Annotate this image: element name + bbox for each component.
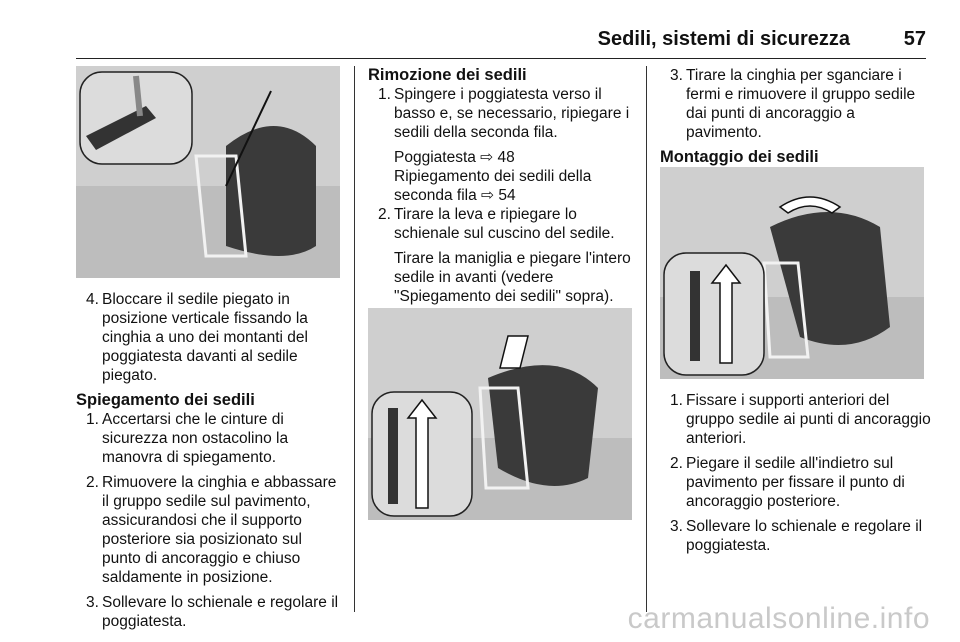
heading-spiegamento: Spiegamento dei sedili: [76, 391, 255, 409]
list-item: 1. Spingere i poggiatesta verso il basso e, se necessario, ripiegare i sedili della seconda fila.: [378, 86, 630, 141]
column-divider-2: [646, 66, 647, 612]
list-item: 3. Sollevare lo schienale e regolare il poggiatesta.: [86, 594, 339, 630]
heading-montaggio: Montaggio dei sedili: [660, 148, 819, 166]
heading-rimozione: Rimozione dei sedili: [368, 66, 527, 84]
note-text: Tirare la maniglia e piegare l'intero sedile in avanti (vedere "Spiegamento dei sedili" sopra).: [394, 250, 631, 305]
list-item: 3. Tirare la cinghia per sganciare i fermi e rimuovere il gruppo sedile dai punti di ancoraggio a pavimento.: [670, 67, 916, 141]
header-rule: [76, 58, 926, 59]
list-item: 2. Tirare la leva e ripiegare lo schienale sul cuscino del sedile.: [378, 206, 615, 242]
figure-seat-removal: [368, 308, 632, 520]
cross-reference-headrest[interactable]: Poggiatesta ⇨ 48: [394, 149, 515, 166]
list-item: 2. Piegare il sedile all'indietro sul pavimento per fissare il punto di ancoraggio posteriore.: [670, 455, 905, 510]
column-3: [660, 66, 932, 561]
page-header: [0, 0, 960, 58]
figure-seat-strap: [76, 66, 340, 278]
section-title: Sedili, sistemi di sicurezza: [597, 28, 850, 50]
cross-reference-folding[interactable]: Ripiegamento dei sedili della seconda fila ⇨ 54: [394, 168, 592, 204]
watermark: carmanualsonline.info: [627, 602, 930, 635]
column-2: [368, 66, 636, 520]
list-item: 3. Sollevare lo schienale e regolare il poggiatesta.: [670, 518, 923, 554]
step-4: 4. Bloccare il sedile piegato in posizione verticale fissando la cinghia a uno dei montanti del poggiatesta davanti al sedile piegato.: [86, 291, 308, 384]
list-item: 2. Rimuovere la cinghia e abbassare il gruppo sedile sul pavimento, assicurandosi che il supporto posteriore sia posizionato sul punto di ancoraggio e chiuso saldamente in posizione.: [86, 474, 337, 586]
page-number: 57: [903, 28, 926, 50]
column-1: [76, 66, 344, 637]
figure-seat-installation: [660, 167, 924, 379]
column-divider-1: [354, 66, 355, 612]
list-item: 1. Accertarsi che le cinture di sicurezza non ostacolino la manovra di spiegamento.: [86, 411, 289, 466]
list-item: 1. Fissare i supporti anteriori del gruppo sedile ai punti di ancoraggio anteriori.: [670, 392, 931, 447]
